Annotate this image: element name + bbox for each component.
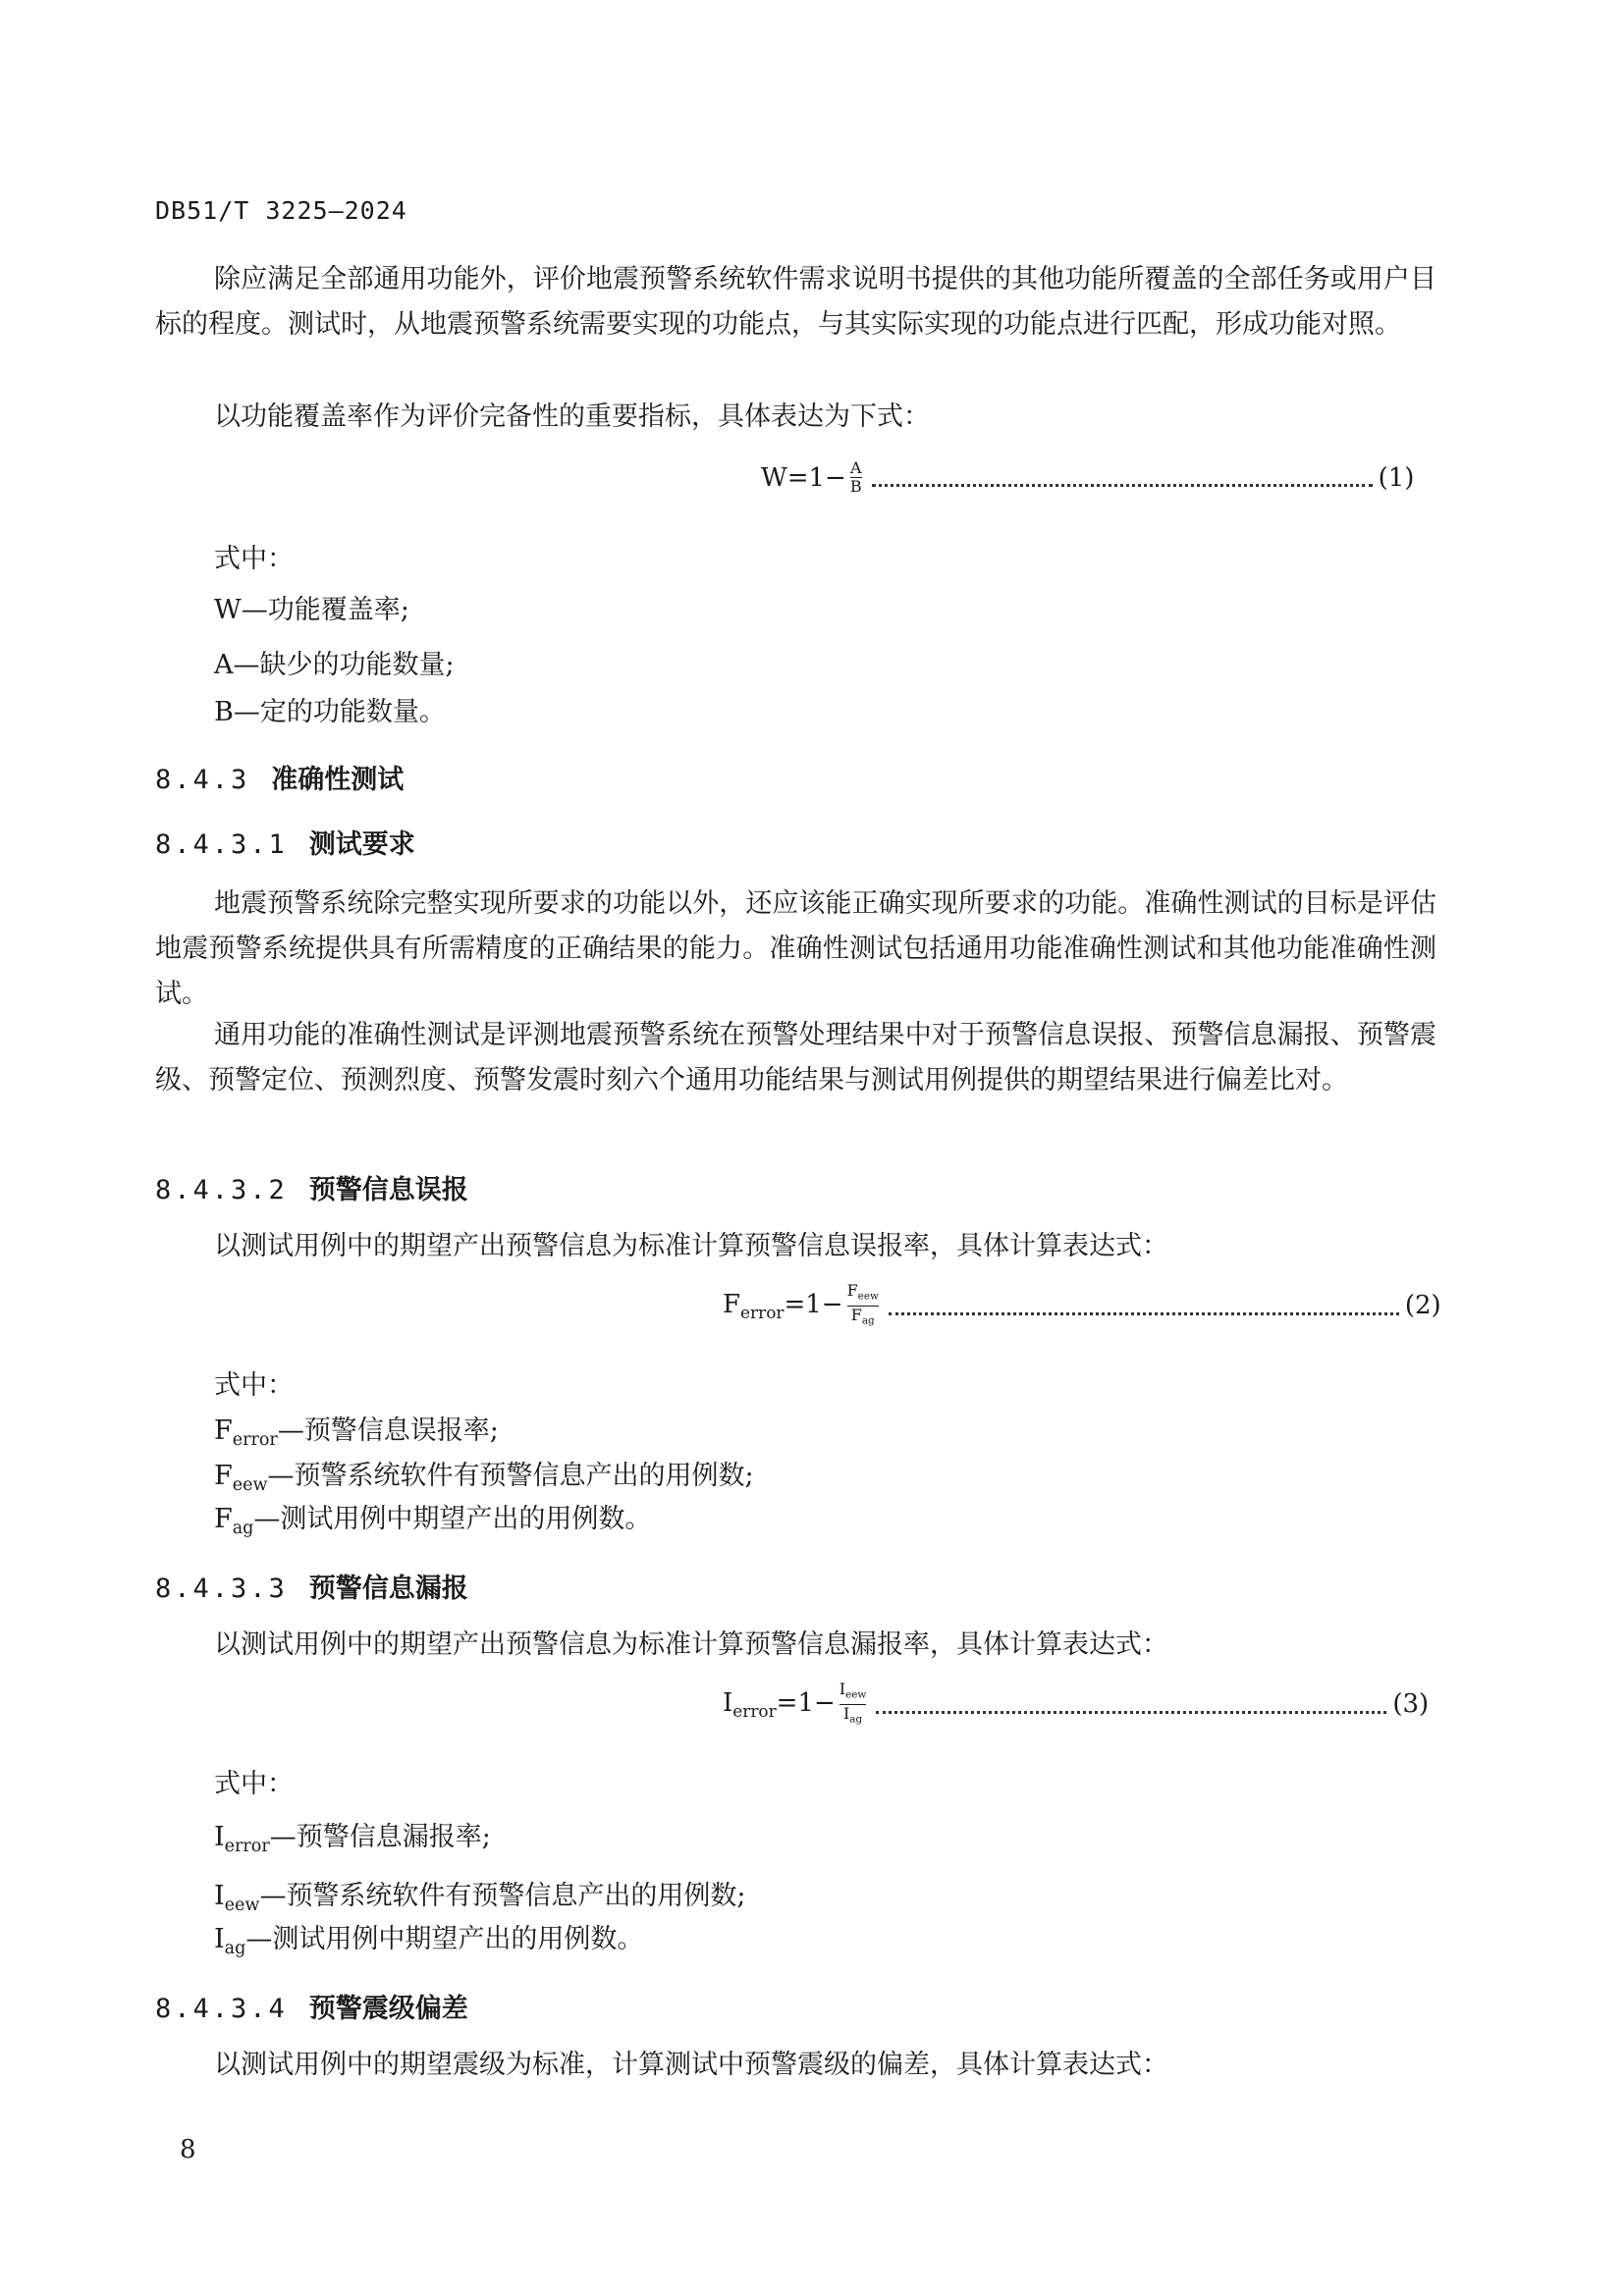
false-alarm-intro: 以测试用例中的期望产出预警信息为标准计算预警信息误报率，具体计算表达式： bbox=[214, 1231, 1168, 1261]
formula-3 bbox=[723, 1681, 1429, 1728]
definition-i-ag: $I_{ag}—$测试用例中期望产出的用例数。 bbox=[214, 1924, 644, 1959]
accuracy-requirement-paragraph: 地震预警系统除完整实现所要求的功能以外，还应该能正确实现所要求的功能。准确性测试的目标是评估地震预警系统提供具有所需精度的正确结果的能力。准确性测试包括通用功能准确性测试和其他功能准确性测试。 bbox=[155, 888, 1436, 1009]
definition-f-ag: $F_{ag}—$测试用例中期望产出的用例数。 bbox=[214, 1504, 652, 1539]
formula-2-lhs: $F_{error}=1-$ bbox=[723, 1289, 843, 1322]
formula-2-fraction: $\frac{F_{eew}}{F_{ag}}$ bbox=[846, 1281, 879, 1327]
magnitude-deviation-intro: 以测试用例中的期望震级为标准，计算测试中预警震级的偏差，具体计算表达式： bbox=[214, 2050, 1168, 2080]
section-heading-8-4-3-3: 8.4.3.3 预警信息漏报 bbox=[155, 1574, 468, 1604]
definition-f-eew: $F_{eew}—$预警系统软件有预警信息产出的用例数; bbox=[214, 1461, 754, 1496]
missed-alarm-intro: 以测试用例中的期望产出预警信息为标准计算预警信息漏报率，具体计算表达式： bbox=[214, 1629, 1168, 1660]
formula-1-lhs: W=1− bbox=[761, 462, 846, 493]
section-heading-8-4-3-4: 8.4.3.4 预警震级偏差 bbox=[155, 1994, 468, 2024]
equation-number-2: (2) bbox=[1404, 1291, 1441, 1321]
section-heading-8-4-3: 8.4.3 准确性测试 bbox=[155, 765, 405, 795]
equation-number-1: (1) bbox=[1378, 462, 1415, 493]
formula-1 bbox=[761, 459, 1414, 496]
formula-3-lhs: $I_{error}=1-$ bbox=[723, 1687, 836, 1721]
general-accuracy-paragraph: 通用功能的准确性测试是评测地震预警系统在预警处理结果中对于预警信息误报、预警信息漏报、预警震级、预警定位、预测烈度、预警发震时刻六个通用功能结果与测试用例提供的期望结果进行偏差比对。 bbox=[155, 1020, 1436, 1095]
definition-f-error: $F_{error}—$预警信息误报率; bbox=[214, 1415, 499, 1451]
equation-number-3: (3) bbox=[1392, 1689, 1430, 1720]
leader-dots bbox=[889, 1312, 1399, 1315]
definition-w: W—功能覆盖率; bbox=[214, 595, 409, 625]
page-number: 8 bbox=[180, 2135, 196, 2164]
section-heading-8-4-3-2: 8.4.3.2 预警信息误报 bbox=[155, 1175, 468, 1205]
definition-i-eew: $I_{eew}—$预警系统软件有预警信息产出的用例数; bbox=[214, 1881, 746, 1916]
where-label-3: 式中： bbox=[214, 1769, 294, 1799]
definition-a: A—缺少的功能数量; bbox=[214, 650, 455, 680]
leader-dots bbox=[876, 1711, 1386, 1714]
formula-1-numerator: A bbox=[849, 458, 862, 477]
document-id: DB51/T 3225—2024 bbox=[155, 196, 407, 225]
intro-paragraph: 除应满足全部通用功能外，评价地震预警系统软件需求说明书提供的其他功能所覆盖的全部任务或用户目标的程度。测试时，从地震预警系统需要实现的功能点，与其实际实现的功能点进行匹配，形成功能对照。 bbox=[155, 264, 1436, 340]
formula-2 bbox=[723, 1282, 1441, 1329]
formula-3-fraction: $\frac{I_{eew}}{I_{ag}}$ bbox=[839, 1680, 867, 1726]
intro-formula-lead: 以功能覆盖率作为评价完备性的重要指标，具体表达为下式： bbox=[214, 401, 930, 432]
definition-i-error: $I_{error}—$预警信息漏报率; bbox=[214, 1822, 491, 1857]
where-label-2: 式中： bbox=[214, 1370, 294, 1401]
formula-1-fraction bbox=[850, 459, 862, 496]
formula-1-denominator: B bbox=[849, 477, 862, 496]
where-label-1: 式中： bbox=[214, 544, 294, 574]
definition-b: B—定的功能数量。 bbox=[214, 697, 446, 727]
leader-dots bbox=[872, 484, 1373, 487]
section-heading-8-4-3-1: 8.4.3.1 测试要求 bbox=[155, 829, 415, 860]
